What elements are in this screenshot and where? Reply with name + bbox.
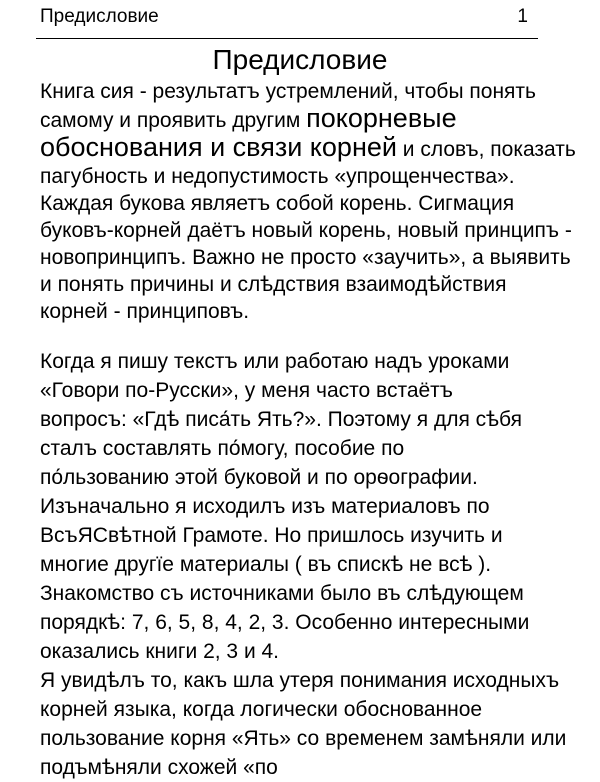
intro-text-start: Книга сия - результатъ устремлений, чтобы понять самому и проявить другим — [40, 80, 536, 132]
intro-text-end: и словъ, показать пагубность и недопустимость «упрощенчества». — [40, 138, 576, 188]
page-title: Предисловие — [212, 44, 388, 75]
text-line: «Говори по-Русски», у меня часто встаётъ — [40, 379, 453, 402]
page-number: 1 — [517, 6, 528, 27]
text-line: Я увидѣлъ то, какъ шла утеря понимания — [40, 669, 447, 692]
text-line: вопросъ: «Гдѣ писа́ть Ять?». Поэтому я для сѣбя — [40, 408, 522, 431]
text-line: оказались книги 2, 3 и 4. — [40, 640, 280, 663]
intro-text-bukova: Каждая букова являетъ собой корень. Сигмация буковъ-корней даётъ новый корень, новый принципъ - новопринципъ. Важно не просто «заучить», а выявить и понять причины и слѣдствия взаимодѣйствия корней - принциповъ. — [40, 192, 572, 323]
paragraph-work — [40, 347, 580, 666]
document-body — [40, 78, 580, 782]
paragraph-yat — [40, 666, 580, 782]
intro-emphasis: покорневые обоснования и связи корней — [40, 103, 457, 162]
text-line: по́льзованию этой буковой и по орѳографии. — [40, 466, 478, 489]
text-line: исходныхъ корней языка, когда логически — [40, 669, 560, 721]
text-line: сталъ составлять по́могу, пособие по — [40, 437, 405, 460]
text-line: порядкѣ: 7, 6, 5, 8, 4, 2, 3. Особенно интересными — [40, 611, 530, 634]
text-line: временем замѣняли или подъмѣняли схожей «по — [40, 727, 567, 779]
paragraph-gap — [40, 325, 580, 347]
text-line: Изъначально я исходилъ изъ материаловъ по — [40, 495, 490, 518]
text-line: многие другїе материалы ( въ спискѣ не всѣ ). — [40, 553, 492, 576]
text-line: Знакомство съ источниками было въ слѣдующем — [40, 582, 524, 605]
text-line: обоснованное пользование корня «Ять» со — [40, 698, 483, 750]
running-title: Предисловие — [40, 6, 159, 27]
text-line: ВсъЯСвѣтной Грамоте. Но пришлось изучить и — [40, 524, 503, 547]
paragraph-intro — [40, 78, 580, 325]
text-line: Когда я пишу текстъ или работаю надъ уроками — [40, 350, 510, 373]
header-divider — [36, 38, 538, 39]
running-header — [40, 4, 528, 30]
